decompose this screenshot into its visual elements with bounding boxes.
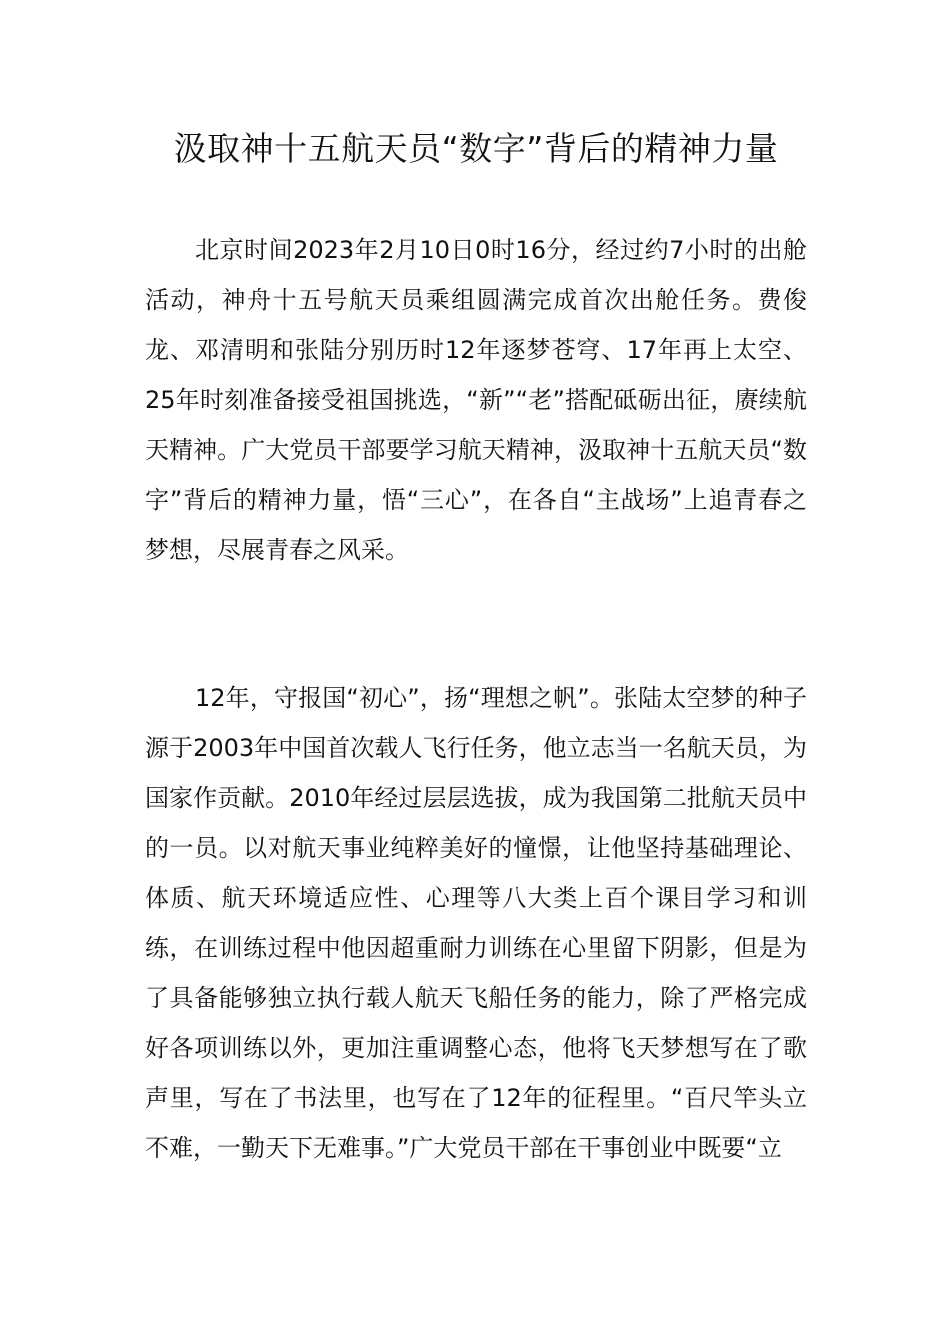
document-title: 汲取神十五航天员“数字”背后的精神力量	[173, 129, 779, 168]
paragraph-zhang-lu: 12年，守报国“初心”，扬“理想之帆”。张陆太空梦的种子源于2003年中国首次载人飞行任务，他立志当一名航天员，为国家作贡献。2010年经过层层选拔，成为我国第二批航天员中的一员。以对航天事业纯粹美好的憧憬，让他坚持基础理论、体质、航天环境适应性、心理等八大类上百个课目学习和训练，在训练过程中他因超重耐力训练在心里留下阴影，但是为了具备能够独立执行载人航天飞船任务的能力，除了严格完成好各项训练以外，更加注重调整心态，他将飞天梦想写在了歌声里，写在了书法里，也写在了12年的征程里。“百尺竿头立不难，一勤天下无难事。”广大党员干部在干事创业中既要“立	[145, 684, 807, 1162]
paragraph-intro: 北京时间2023年2月10日0时16分，经过约7小时的出舱活动，神舟十五号航天员乘组圆满完成首次出舱任务。费俊龙、邓清明和张陆分别历时12年逐梦苍穹、17年再上太空、25年时刻准备接受祖国挑选，“新”“老”搭配砥砺出征，赓续航天精神。广大党员干部要学习航天精神，汲取神十五航天员“数字”背后的精神力量，悟“三心”，在各自“主战场”上追青春之梦想，尽展青春之风采。	[145, 236, 807, 564]
